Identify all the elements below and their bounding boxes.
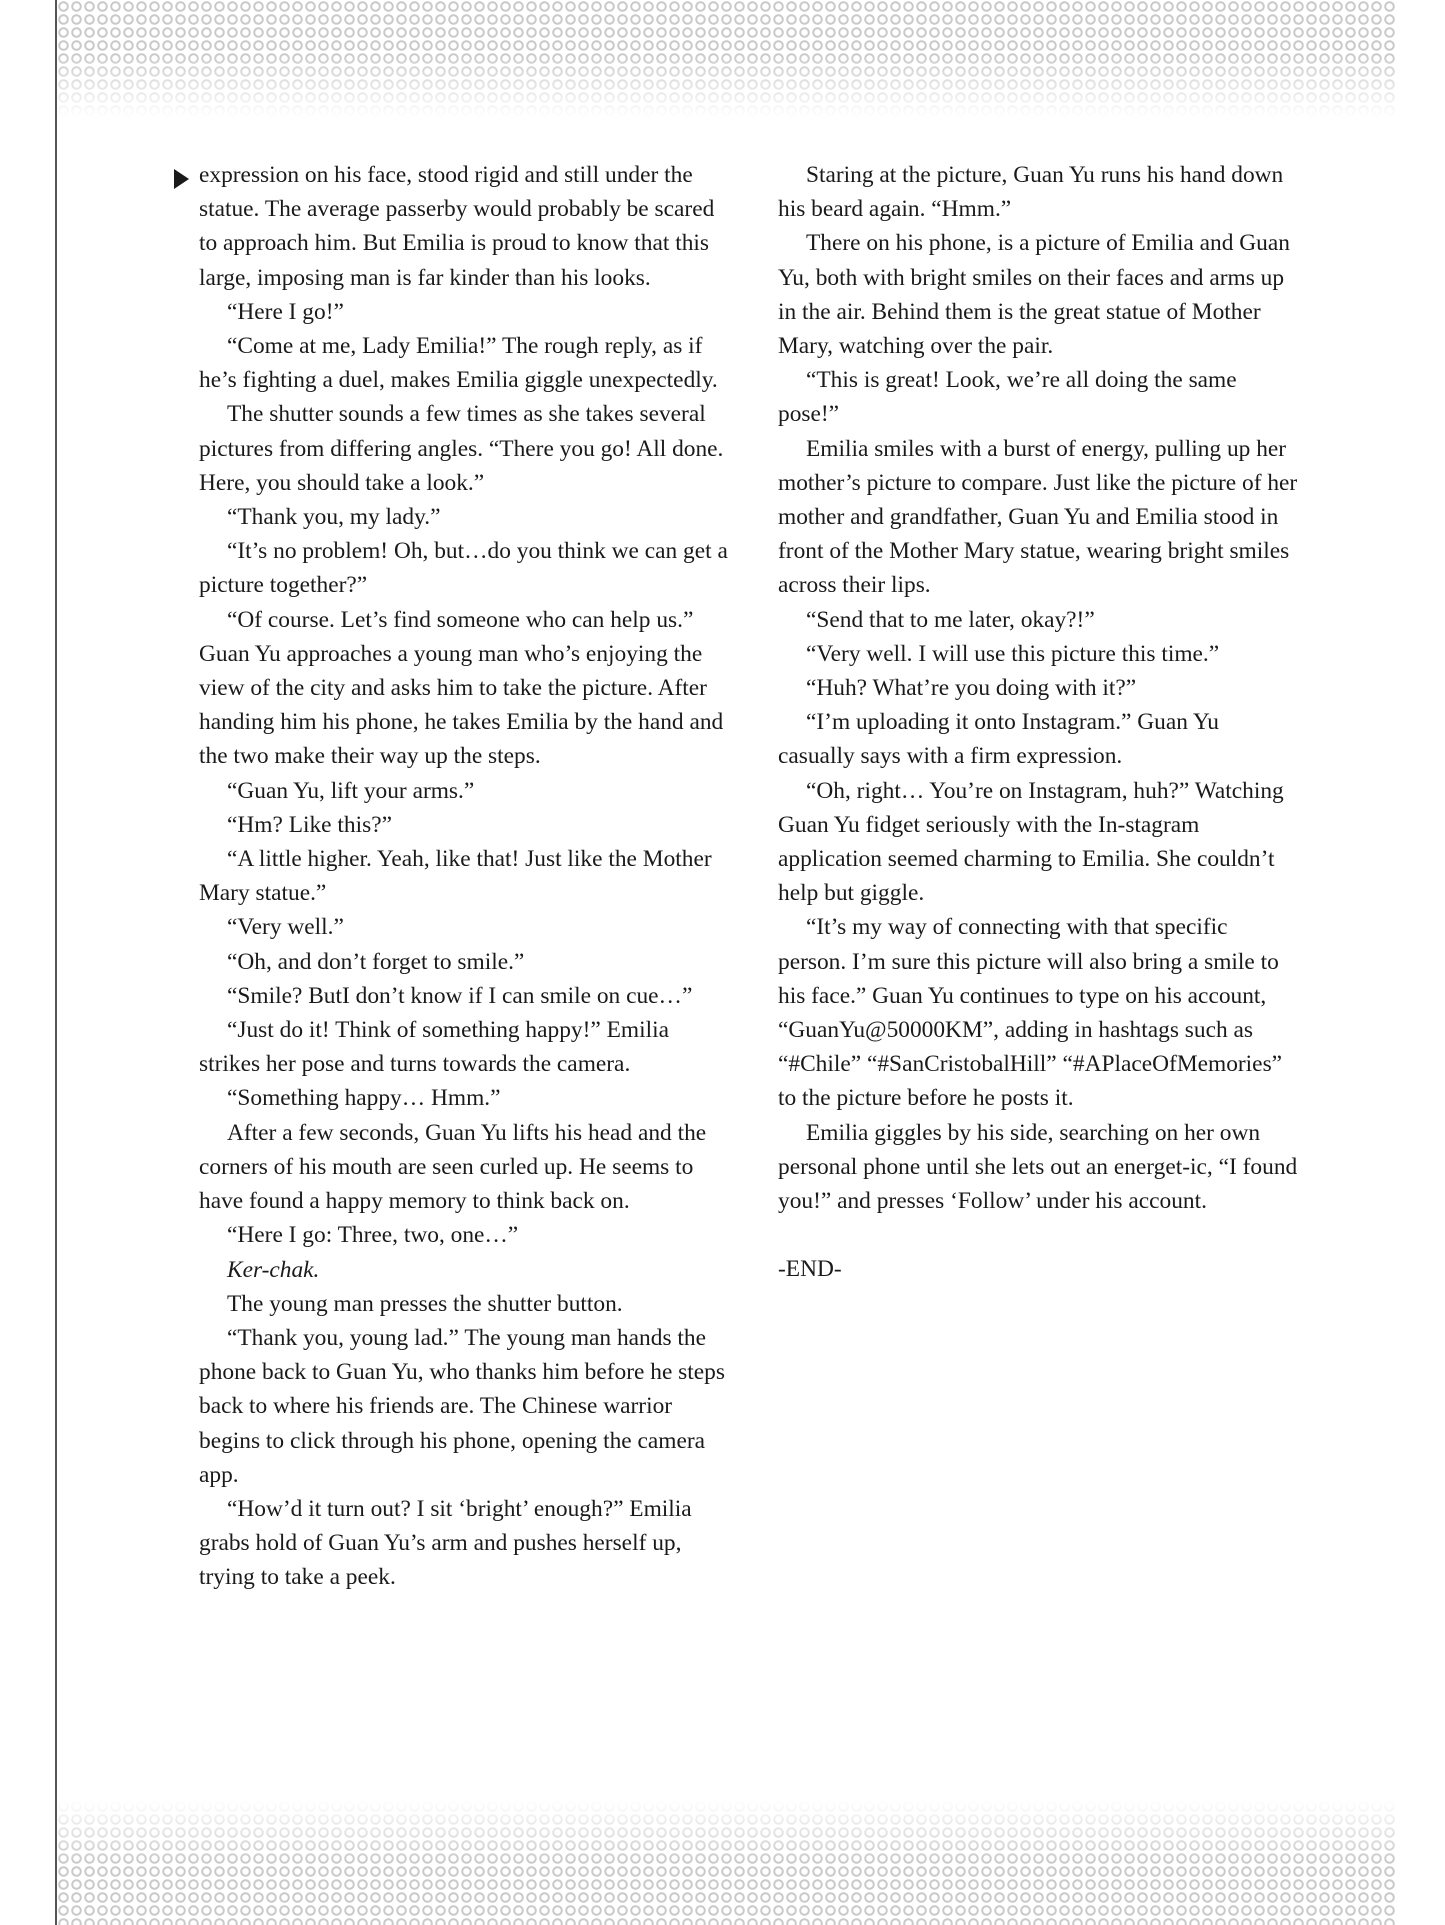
story-paragraph: “Here I go!”	[227, 298, 344, 325]
left-text-column	[199, 158, 729, 1595]
continuation-arrow-icon	[174, 169, 189, 189]
right-text-column	[778, 158, 1298, 1287]
story-paragraph: “Huh? What’re you doing with it?”	[806, 675, 1137, 702]
story-paragraph: “It’s no problem! Oh, but…do you think we can get a picture together?”	[199, 538, 728, 599]
story-paragraph: “Send that to me later, okay?!”	[806, 606, 1095, 633]
story-paragraph: “Just do it! Think of something happy!” Emilia strikes her pose and turns towards the camera.	[199, 1017, 669, 1078]
story-paragraph: “Hm? Like this?”	[227, 811, 392, 838]
story-paragraph: There on his phone, is a picture of Emilia and Guan Yu, both with bright smiles on their faces and arms up in the air. Behind them is the great statue of Mother Mary, watching over the pair.	[778, 230, 1290, 360]
story-paragraph: “Oh, and don’t forget to smile.”	[227, 948, 525, 975]
story-paragraph: After a few seconds, Guan Yu lifts his head and the corners of his mouth are seen curled up. He seems to have found a happy memory to think back on.	[199, 1119, 707, 1215]
story-paragraph: Emilia smiles with a burst of energy, pulling up her mother’s picture to compare. Just like the picture of her mother and grandfather, Guan Yu and Emilia stood in front of the Mother Mary statue, wearing bright smiles across their lips.	[778, 435, 1298, 599]
story-paragraph: The shutter sounds a few times as she takes several pictures from differing angles. “There you go! All done. Here, you should take a look.”	[199, 401, 724, 496]
story-paragraph: expression on his face, stood rigid and still under the statue. The average passerby would probably be scared to approach him. But Emilia is proud to know that this large, imposing man is far kinder than his looks.	[199, 162, 715, 291]
story-paragraph: Emilia giggles by his side, searching on her own personal phone until she lets out an energet-ic, “I found you!” and presses ‘Follow’ under his account.	[778, 1119, 1298, 1215]
page-left-rule	[55, 0, 57, 1925]
story-paragraph: “Of course. Let’s find someone who can help us.” Guan Yu approaches a young man who’s enjoying the view of the city and asks him to take the picture. After handing him his phone, he takes Emilia by the hand and the two make their way up the steps.	[199, 606, 724, 770]
story-paragraph: “I’m uploading it onto Instagram.” Guan Yu casually says with a firm expression.	[778, 709, 1219, 770]
story-paragraph: “Oh, right… You’re on Instagram, huh?” Watching Guan Yu fidget seriously with the In-stagram application seemed charming to Emilia. She couldn’t help but giggle.	[778, 777, 1284, 907]
top-decorative-pattern	[57, 0, 1397, 118]
end-marker: -END-	[778, 1256, 842, 1283]
story-paragraph	[199, 1253, 729, 1287]
sound-effect-text: Ker-chak.	[227, 1256, 320, 1283]
story-paragraph: “It’s my way of connecting with that specific person. I’m sure this picture will also bring a smile to his face.” Guan Yu continues to type on his account, “GuanYu@50000KM”, adding in hashtags such as “#Chile” “#SanCristobalHill” “#APlaceOfMemories” to the picture before he posts it.	[778, 914, 1283, 1112]
story-paragraph: “A little higher. Yeah, like that! Just like the Mother Mary statue.”	[199, 846, 712, 907]
story-paragraph: “Very well. I will use this picture this time.”	[806, 640, 1220, 667]
story-paragraph: “Very well.”	[227, 914, 344, 941]
story-paragraph: “Thank you, my lady.”	[227, 504, 441, 531]
story-paragraph: “Here I go: Three, two, one…”	[227, 1222, 519, 1249]
story-paragraph: The young man presses the shutter button.	[227, 1290, 623, 1317]
bottom-decorative-pattern	[57, 1800, 1397, 1925]
story-paragraph: “Something happy… Hmm.”	[227, 1085, 501, 1112]
story-paragraph: “This is great! Look, we’re all doing the same pose!”	[778, 367, 1237, 428]
story-paragraph: Staring at the picture, Guan Yu runs his hand down his beard again. “Hmm.”	[778, 162, 1284, 223]
story-paragraph: “Thank you, young lad.” The young man hands the phone back to Guan Yu, who thanks him before he steps back to where his friends are. The Chinese warrior begins to click through his phone, opening the camera app.	[199, 1324, 725, 1488]
story-paragraph: “How’d it turn out? I sit ‘bright’ enough?” Emilia grabs hold of Guan Yu’s arm and pushes herself up, trying to take a peek.	[199, 1495, 692, 1591]
story-paragraph: “Come at me, Lady Emilia!” The rough reply, as if he’s fighting a duel, makes Emilia giggle unexpectedly.	[199, 333, 718, 394]
story-paragraph: “Guan Yu, lift your arms.”	[227, 777, 475, 804]
story-paragraph: “Smile? ButI don’t know if I can smile on cue…”	[227, 982, 693, 1009]
